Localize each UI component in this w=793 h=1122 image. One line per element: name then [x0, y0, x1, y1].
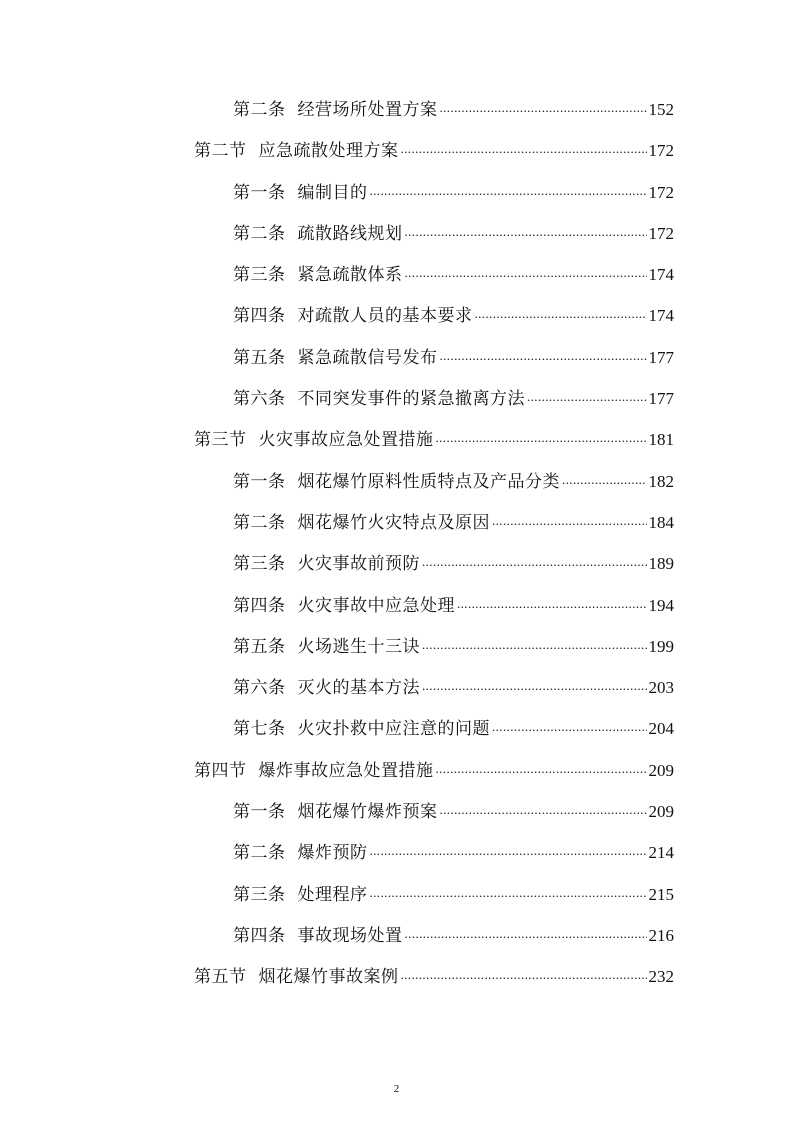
toc-entry-page-number: 209: [648, 802, 674, 822]
toc-article-entry[interactable]: [0, 502, 674, 543]
toc-dot-leader: [436, 748, 647, 789]
toc-entry-page-number: 177: [648, 389, 674, 409]
toc-entry-label: 第二条: [233, 512, 286, 533]
toc-entry-title: 烟花爆竹事故案例: [258, 967, 399, 988]
toc-entry-title: 紧急疏散体系: [297, 265, 403, 286]
toc-entry-page-number: 172: [648, 182, 674, 202]
toc-dot-leader: [436, 417, 647, 458]
toc-entry-title: 爆炸预防: [297, 843, 368, 864]
toc-entry-page-number: 232: [648, 967, 674, 987]
toc-entry-title: 应急疏散处理方案: [258, 141, 399, 162]
page-number: 2: [393, 1083, 400, 1095]
toc-entry-title: 火场逃生十三诀: [297, 636, 420, 657]
toc-entry-title: 烟花爆竹火灾特点及原因: [297, 512, 490, 533]
toc-dot-leader: [457, 583, 647, 624]
toc-entry-title: 经营场所处置方案: [297, 100, 438, 120]
toc-entry-title: 火灾扑救中应注意的问题: [297, 719, 490, 740]
toc-entry-title: 对疏散人员的基本要求: [297, 306, 473, 327]
toc-entry-label: 第二条: [233, 223, 286, 244]
toc-entry-page-number: 214: [648, 843, 674, 863]
toc-entry-title: 紧急疏散信号发布: [297, 347, 438, 368]
toc-entry-page-number: 177: [648, 347, 674, 367]
toc-entry-title: 不同突发事件的紧急撤离方法: [297, 389, 525, 410]
toc-dot-leader: [422, 665, 647, 706]
toc-dot-leader: [405, 913, 647, 954]
toc-dot-leader: [401, 954, 647, 995]
toc-section-entry[interactable]: [0, 419, 674, 460]
toc-entry-label: 第五节: [194, 967, 247, 988]
toc-entry-label: 第四条: [233, 925, 286, 946]
toc-dot-leader: [370, 872, 647, 913]
toc-dot-leader: [370, 830, 647, 871]
toc-entry-label: 第一条: [233, 471, 286, 492]
toc-entry-label: 第六条: [233, 389, 286, 410]
toc-article-entry[interactable]: [0, 213, 674, 254]
toc-article-entry[interactable]: [0, 337, 674, 378]
toc-section-entry[interactable]: [0, 956, 674, 997]
toc-entry-title: 爆炸事故应急处置措施: [258, 760, 434, 781]
toc-dot-leader: [401, 128, 647, 169]
toc-entry-page-number: 199: [648, 636, 674, 656]
toc-dot-leader: [440, 789, 647, 830]
toc-entry-title: 事故现场处置: [297, 925, 403, 946]
toc-entry-page-number: 203: [648, 678, 674, 698]
toc-entry-page-number: 194: [648, 595, 674, 615]
toc-entry-label: 第三条: [233, 554, 286, 575]
toc-entry-page-number: 215: [648, 884, 674, 904]
toc-entry-label: 第七条: [233, 719, 286, 740]
toc-dot-leader: [405, 252, 647, 293]
toc-dot-leader: [527, 376, 647, 417]
toc-article-entry[interactable]: [0, 585, 674, 626]
toc-article-entry[interactable]: [0, 874, 674, 915]
toc-entry-label: 第一条: [233, 802, 286, 823]
toc-entry-page-number: 174: [648, 265, 674, 285]
toc-dot-leader: [440, 335, 647, 376]
toc-dot-leader: [422, 624, 647, 665]
toc-dot-leader: [422, 541, 647, 582]
toc-dot-leader: [492, 706, 647, 747]
toc-entry-title: 火灾事故应急处置措施: [258, 430, 434, 451]
toc-entry-label: 第五条: [233, 347, 286, 368]
toc-entry-title: 烟花爆竹爆炸预案: [297, 802, 438, 823]
toc-entry-page-number: 181: [648, 430, 674, 450]
toc-entry-label: 第四节: [194, 760, 247, 781]
toc-article-entry[interactable]: [0, 89, 674, 130]
toc-article-entry[interactable]: [0, 295, 674, 336]
toc-article-entry[interactable]: [0, 172, 674, 213]
toc-dot-leader: [475, 293, 647, 334]
toc-entry-label: 第二条: [233, 100, 286, 120]
toc-dot-leader: [492, 500, 647, 541]
toc-article-entry[interactable]: [0, 832, 674, 873]
toc-section-entry[interactable]: [0, 750, 674, 791]
toc-entry-label: 第三条: [233, 884, 286, 905]
toc-article-entry[interactable]: [0, 915, 674, 956]
toc-entry-label: 第二条: [233, 843, 286, 864]
toc-article-entry[interactable]: [0, 626, 674, 667]
toc-entry-page-number: 172: [648, 223, 674, 243]
toc-entry-page-number: 172: [648, 141, 674, 161]
toc-article-entry[interactable]: [0, 378, 674, 419]
toc-entry-label: 第六条: [233, 678, 286, 699]
toc-dot-leader: [440, 87, 647, 128]
toc-section-entry[interactable]: [0, 130, 674, 171]
toc-article-entry[interactable]: [0, 543, 674, 584]
toc-article-entry[interactable]: [0, 708, 674, 749]
toc-entry-page-number: 174: [648, 306, 674, 326]
toc-entry-label: 第三节: [194, 430, 247, 451]
toc-dot-leader: [562, 459, 647, 500]
toc-entry-title: 火灾事故前预防: [297, 554, 420, 575]
toc-article-entry[interactable]: [0, 791, 674, 832]
toc-entry-page-number: 189: [648, 554, 674, 574]
toc-entry-title: 火灾事故中应急处理: [297, 595, 455, 616]
toc-dot-leader: [405, 211, 647, 252]
toc-entry-label: 第二节: [194, 141, 247, 162]
toc-entry-label: 第三条: [233, 265, 286, 286]
toc-entry-page-number: 209: [648, 760, 674, 780]
toc-entry-page-number: 216: [648, 925, 674, 945]
toc-entry-label: 第四条: [233, 595, 286, 616]
toc-entry-page-number: 204: [648, 719, 674, 739]
toc-entry-title: 灭火的基本方法: [297, 678, 420, 699]
toc-entry-page-number: 152: [648, 100, 674, 119]
toc-entry-label: 第一条: [233, 182, 286, 203]
toc-entry-label: 第五条: [233, 636, 286, 657]
toc-entry-title: 编制目的: [297, 182, 368, 203]
toc-article-entry[interactable]: [0, 461, 674, 502]
toc-entry-page-number: 182: [648, 471, 674, 491]
toc-entry-title: 疏散路线规划: [297, 223, 403, 244]
toc-entry-title: 处理程序: [297, 884, 368, 905]
table-of-contents: [0, 89, 793, 998]
toc-entry-label: 第四条: [233, 306, 286, 327]
toc-entry-page-number: 184: [648, 512, 674, 532]
toc-article-entry[interactable]: [0, 254, 674, 295]
toc-entry-title: 烟花爆竹原料性质特点及产品分类: [297, 471, 560, 492]
toc-dot-leader: [370, 170, 647, 211]
toc-article-entry[interactable]: [0, 667, 674, 708]
